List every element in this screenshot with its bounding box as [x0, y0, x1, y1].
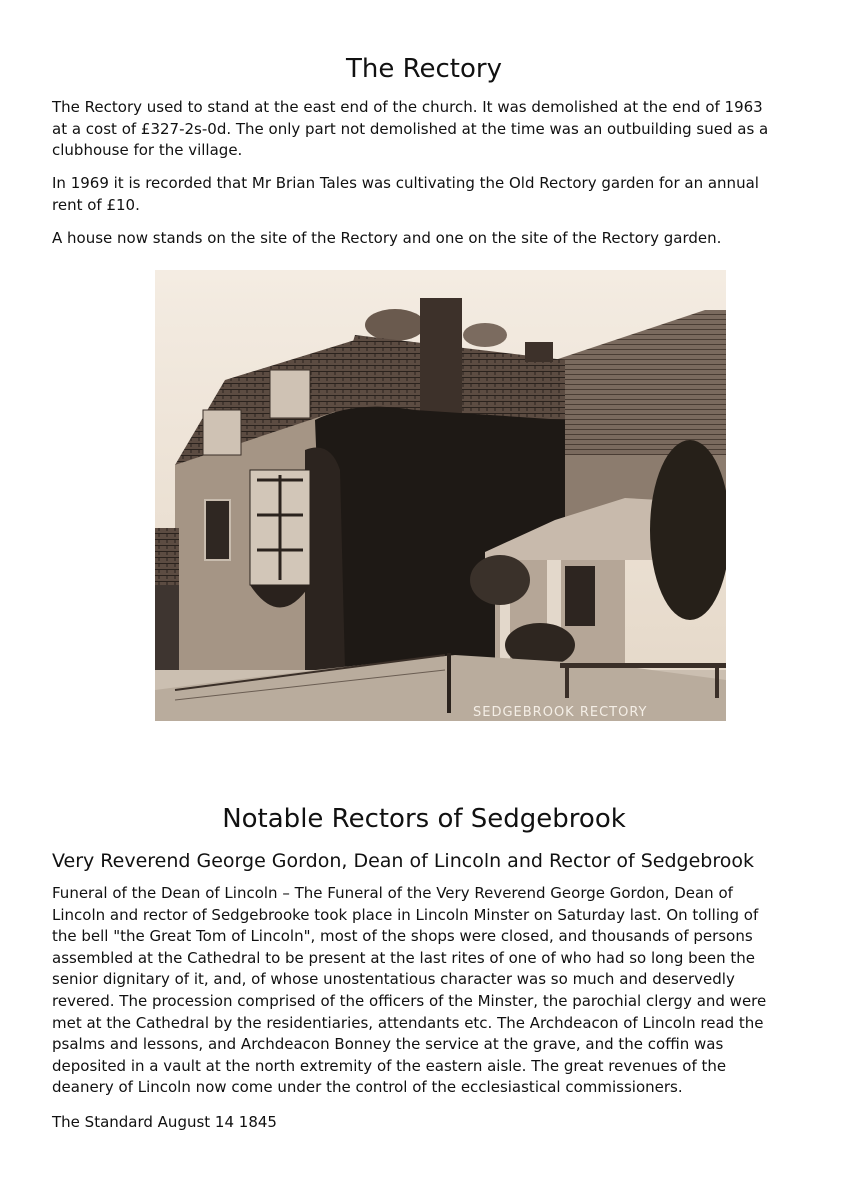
rectory-paragraph-3 — [52, 228, 796, 250]
text-line: met at the Cathedral by the residentiaries, attendants etc. The Archdeacon of Lincoln read the — [52, 1013, 764, 1032]
source-citation: The Standard August 14 1845 — [52, 1113, 277, 1131]
photo-caption: SEDGEBROOK RECTORY — [473, 705, 648, 720]
text-line: deposited in a vault at the north extremity of the eastern aisle. The great revenues of the — [52, 1056, 727, 1075]
text-line: Funeral of the Dean of Lincoln – The Funeral of the Very Reverend George Gordon, Dean of — [52, 884, 733, 902]
text-line: rent of £10. — [52, 195, 140, 214]
text-line: clubhouse for the village. — [52, 141, 243, 160]
page-title: The Rectory — [346, 54, 502, 84]
text-line: In 1969 it is recorded that Mr Brian Tales was cultivating the Old Rectory garden for an annual — [52, 174, 759, 192]
text-line: A house now stands on the site of the Rectory and one on the site of the Rectory garden. — [52, 229, 722, 247]
section-title: Notable Rectors of Sedgebrook — [222, 804, 626, 834]
rectory-paragraph-1 — [52, 97, 796, 162]
text-line: senior dignitary of it, and, of whose unostentatious character was so much and deservedly — [52, 970, 735, 989]
text-line: revered. The procession comprised of the officers of the Minster, the parochial clergy and were — [52, 991, 767, 1010]
text-line: The Rectory used to stand at the east end of the church. It was demolished at the end of 1963 — [52, 98, 763, 116]
text-line: Lincoln and rector of Sedgebrooke took place in Lincoln Minster on Saturday last. On tolling of — [52, 905, 759, 924]
rectory-paragraph-2 — [52, 173, 796, 216]
text-line: the bell "the Great Tom of Lincoln", most of the shops were closed, and thousands of persons — [52, 927, 753, 946]
funeral-article — [52, 883, 796, 1099]
text-line: assembled at the Cathedral to be present at the last rites of one of who had so long been the — [52, 948, 756, 967]
text-line: deanery of Lincoln now come under the control of the ecclesiastical commissioners. — [52, 1078, 683, 1097]
text-line: at a cost of £327-2s-0d. The only part not demolished at the time was an outbuilding sued as a — [52, 119, 769, 138]
rectory-photograph — [155, 270, 726, 721]
text-line: psalms and lessons, and Archdeacon Bonney the service at the grave, and the coffin was — [52, 1035, 724, 1054]
section-subtitle: Very Reverend George Gordon, Dean of Lincoln and Rector of Sedgebrook — [52, 850, 754, 872]
